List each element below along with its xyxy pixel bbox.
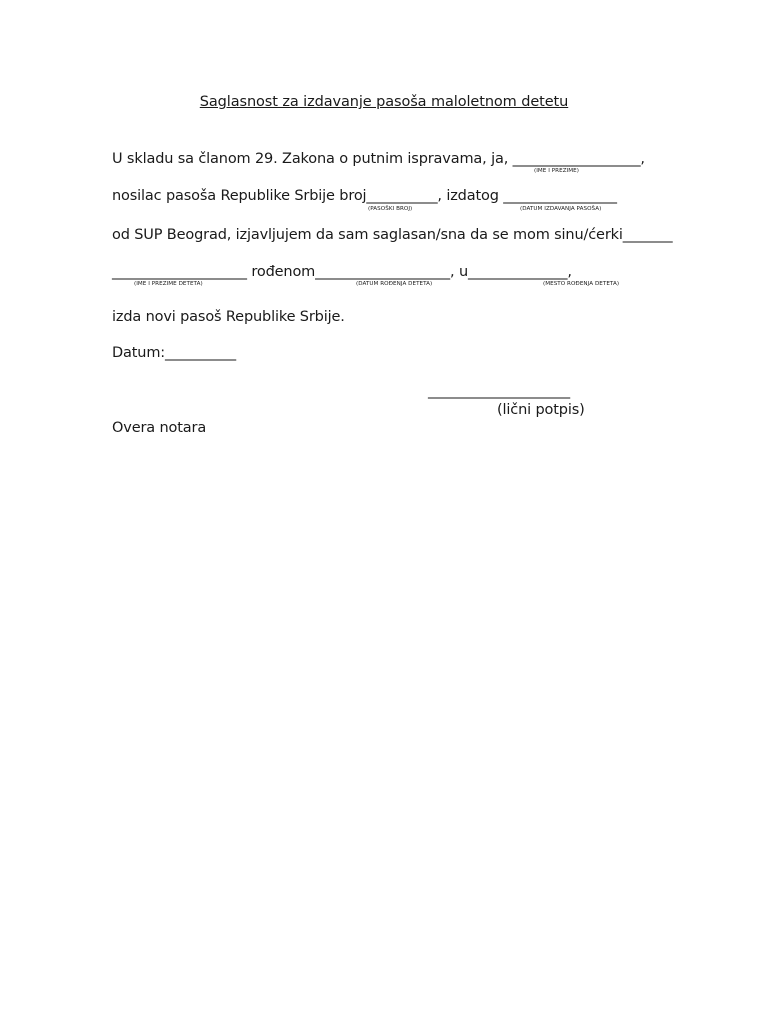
caption-ime-deteta: (IME I PREZIME DETETA) [134,281,203,287]
date-field-line: Datum:__________ [112,345,237,361]
paragraph-line-4: ___________________ rođenom___________________, u______________, [112,264,572,280]
signature-label: (lični potpis) [497,402,585,418]
caption-pasoski-broj: (PASOŠKI BROJ) [368,206,413,212]
paragraph-line-2: nosilac pasoša Republike Srbije broj__________, izdatog ________________ [112,188,617,204]
signature-line: ____________________ [428,383,571,399]
caption-datum-izdavanja: (DATUM IZDAVANJA PASOŠA) [520,206,602,212]
paragraph-line-5: izda novi pasoš Republike Srbije. [112,309,345,325]
caption-ime-prezime: (IME I PREZIME) [534,168,579,174]
document-title: Saglasnost za izdavanje pasoša maloletnom detetu [199,94,569,110]
caption-datum-rodjenja: (DATUM ROĐENJA DETETA) [356,281,433,287]
caption-mesto-rodjenja: (MESTO ROĐENJA DETETA) [543,281,620,287]
paragraph-line-3: od SUP Beograd, izjavljujem da sam saglasan/sna da se mom sinu/ćerki_______ [112,227,673,243]
notary-label: Overa notara [112,420,207,436]
paragraph-line-1: U skladu sa članom 29. Zakona o putnim ispravama, ja, __________________, [112,151,645,167]
